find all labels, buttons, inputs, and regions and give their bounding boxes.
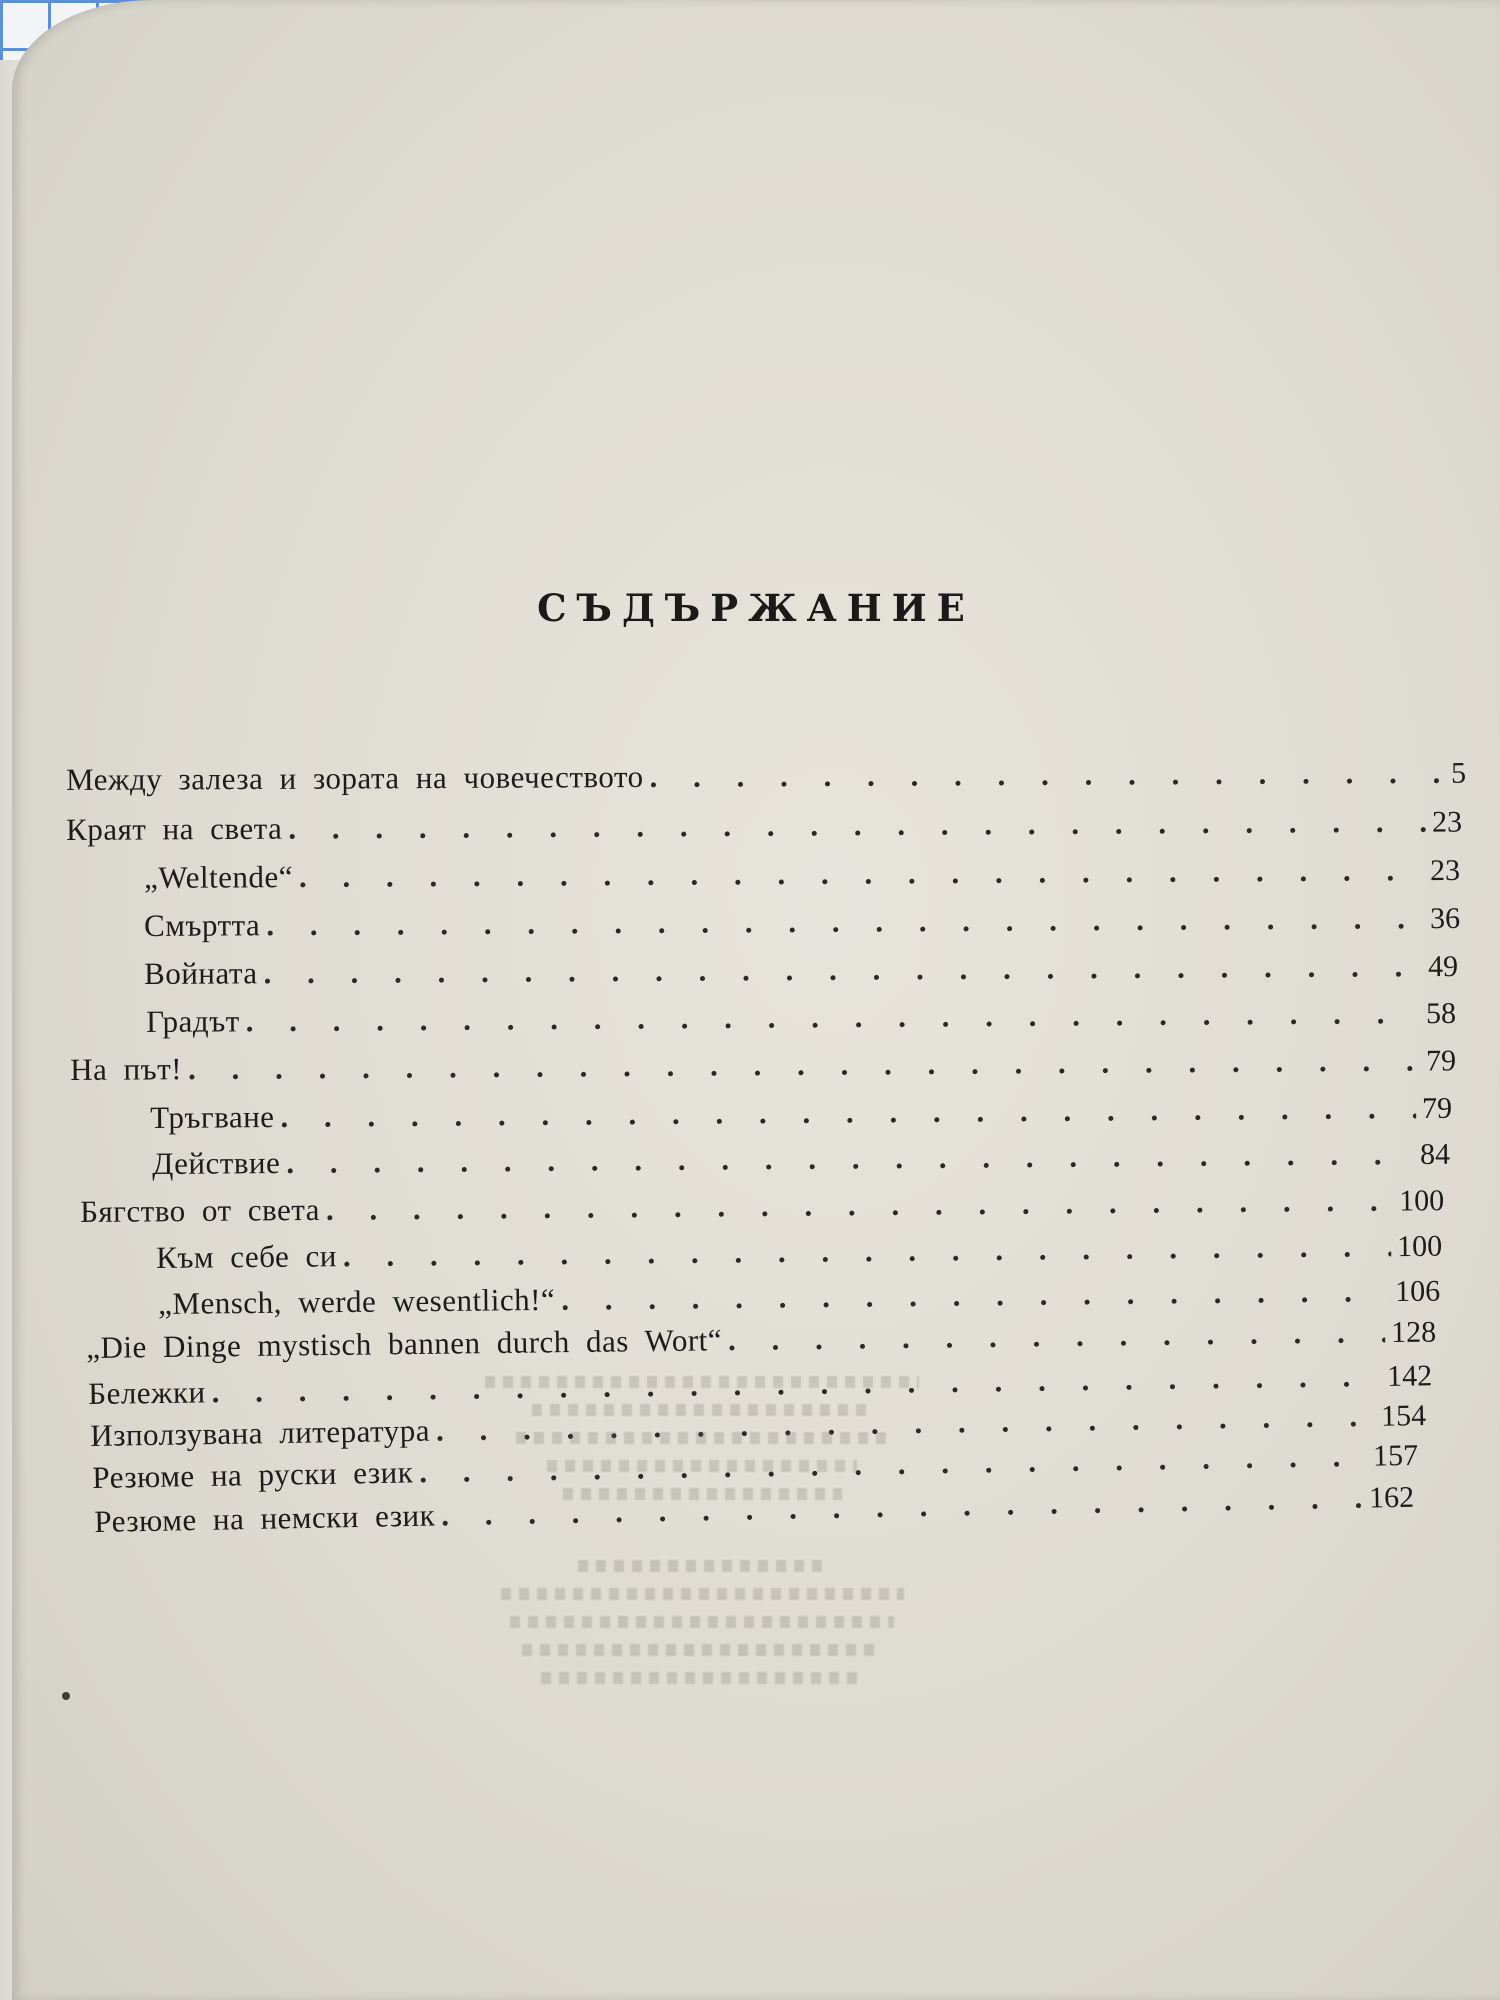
dot-leader bbox=[280, 1090, 1416, 1135]
toc-entry-page: 154 bbox=[1380, 1399, 1427, 1433]
paper-speck bbox=[62, 1692, 70, 1700]
toc-entry-title: „Weltende“ bbox=[144, 859, 294, 895]
toc-entry-page: 36 bbox=[1429, 901, 1461, 936]
toc-entry-page: 100 bbox=[1396, 1229, 1443, 1264]
toc-entry bbox=[80, 1182, 1444, 1230]
toc-entry-title: Тръгване bbox=[150, 1099, 275, 1135]
toc-entry-title: Бележки bbox=[88, 1374, 206, 1411]
toc-entry-page: 128 bbox=[1390, 1315, 1437, 1350]
toc-entry-title: Градът bbox=[146, 1003, 240, 1039]
toc-entry-page: 162 bbox=[1368, 1480, 1415, 1515]
toc-entry-title: Между залеза и зората на човечеството bbox=[66, 758, 644, 797]
dot-leader bbox=[299, 852, 1424, 895]
toc-entry-page: 49 bbox=[1427, 949, 1459, 984]
toc-entry-title: Краят на света bbox=[66, 810, 283, 847]
dot-leader bbox=[326, 1183, 1393, 1228]
toc-entry bbox=[156, 1228, 1442, 1276]
book-page bbox=[12, 0, 1500, 2000]
toc-entry-page: 79 bbox=[1421, 1091, 1453, 1126]
dot-leader bbox=[188, 1043, 1420, 1088]
toc-entry-title: Действие bbox=[152, 1144, 281, 1181]
toc-entry-title: „Mensch, werde wesentlich!“ bbox=[158, 1281, 556, 1321]
toc-entry-title: Резюме на руски език bbox=[92, 1454, 414, 1495]
toc-entry bbox=[144, 900, 1460, 944]
toc-entry bbox=[66, 755, 1466, 798]
dot-leader bbox=[246, 995, 1421, 1039]
toc-entry-page: 157 bbox=[1372, 1438, 1419, 1473]
dot-leader bbox=[286, 1136, 1414, 1181]
toc-entry-page: 5 bbox=[1450, 756, 1467, 790]
toc-entry bbox=[158, 1273, 1440, 1322]
dot-leader bbox=[288, 804, 1426, 847]
toc-entry-title: Войната bbox=[144, 955, 258, 991]
toc-entry-page: 142 bbox=[1386, 1359, 1433, 1393]
toc-entry-title: Към себе си bbox=[156, 1238, 338, 1275]
toc-entry-page: 106 bbox=[1394, 1274, 1441, 1309]
dot-leader bbox=[266, 900, 1424, 943]
toc-entry-title: Смъртта bbox=[144, 907, 261, 943]
toc-entry bbox=[150, 1090, 1452, 1136]
toc-entry-page: 23 bbox=[1429, 853, 1461, 888]
toc-entry bbox=[144, 948, 1458, 992]
toc-entry-page: 58 bbox=[1425, 996, 1457, 1031]
page-title: СЪДЪРЖАНИЕ bbox=[537, 586, 975, 630]
dot-leader bbox=[728, 1314, 1386, 1358]
toc-entry-title: „Die Dinge mystisch bannen durch das Wort“ bbox=[86, 1322, 723, 1365]
toc-entry-title: Бягство от света bbox=[80, 1191, 321, 1229]
dot-leader bbox=[561, 1273, 1389, 1318]
toc-entry-title: На път! bbox=[70, 1051, 183, 1087]
show-through-imprint bbox=[392, 1360, 1012, 1920]
dot-leader bbox=[263, 948, 1422, 991]
toc-entry bbox=[66, 803, 1462, 848]
toc-entry bbox=[146, 995, 1456, 1040]
toc-entry-page: 79 bbox=[1425, 1044, 1457, 1078]
toc-entry bbox=[152, 1136, 1450, 1182]
dot-leader bbox=[343, 1228, 1392, 1274]
toc-entry-page: 84 bbox=[1419, 1137, 1451, 1172]
toc-entry-page: 23 bbox=[1431, 805, 1463, 839]
toc-entry bbox=[70, 1042, 1456, 1088]
toc-entry bbox=[86, 1314, 1436, 1366]
toc-entry bbox=[144, 852, 1460, 896]
dot-leader bbox=[650, 755, 1446, 795]
toc-entry-title: Използувана литература bbox=[90, 1412, 431, 1453]
toc-entry-title: Резюме на немски език bbox=[94, 1497, 436, 1539]
toc-entry-page: 100 bbox=[1398, 1184, 1445, 1218]
